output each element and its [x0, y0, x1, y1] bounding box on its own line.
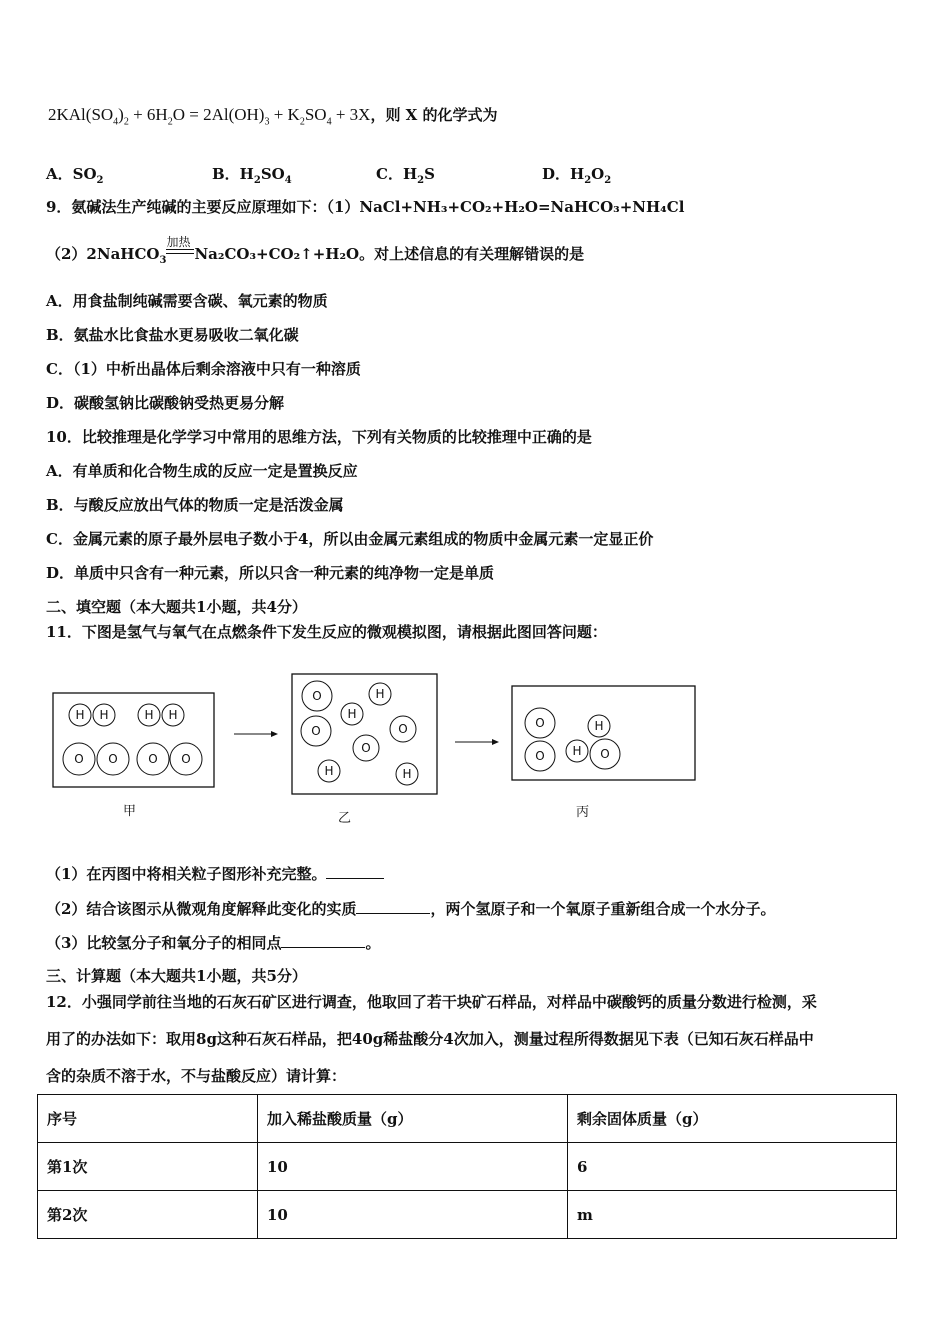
q8-suffix: ，则 X 的化学式为 — [370, 106, 498, 124]
caption-jia: 甲 — [123, 804, 137, 819]
table-cell: 6 — [568, 1143, 897, 1191]
q8-equation: $2KAl(SO_4)_2 + 6H_2O = 2Al(OH)_3 + K_2SO_4 + 3X$ — [48, 105, 371, 128]
q10-option-b: B．与酸反应放出气体的物质一定是活泼金属 — [46, 496, 344, 514]
caption-yi: 乙 — [338, 811, 352, 826]
table-cell: 第2次 — [38, 1191, 258, 1239]
o-atom-label: O — [361, 741, 371, 755]
q11-sub3: （3）比较氢分子和氧分子的相同点 。 — [46, 934, 381, 952]
q11-stem: 11．下图是氢气与氧气在点燃条件下发生反应的微观模拟图，请根据此图回答问题： — [46, 623, 607, 641]
o-atom-label: O — [181, 752, 191, 766]
answer-blank[interactable] — [356, 899, 430, 914]
q12-line-1: 12．小强同学前往当地的石灰石矿区进行调查，他取回了若干块矿石样品，对样品中碳酸钙的质量分数进行检测，采 — [46, 993, 817, 1011]
caption-bing: 丙 — [576, 805, 590, 820]
q9-option-b: B．氨盐水比食盐水更易吸收二氧化碳 — [46, 326, 299, 344]
h-atom-label: H — [168, 708, 178, 722]
q12-line-3: 含的杂质不溶于水，不与盐酸反应）请计算： — [46, 1067, 347, 1085]
q10-option-a: A．有单质和化合物生成的反应一定是置换反应 — [46, 462, 358, 480]
answer-blank[interactable] — [281, 933, 365, 948]
table-header-row — [38, 1095, 897, 1143]
table-row — [38, 1191, 897, 1239]
q10-stem: 10．比较推理是化学学习中常用的思维方法，下列有关物质的比较推理中正确的是 — [46, 428, 592, 446]
data-table — [37, 1094, 897, 1239]
q10-option-c: C．金属元素的原子最外层电子数小于4，所以由金属元素组成的物质中金属元素一定显正价 — [46, 530, 654, 548]
h-atom-label: H — [594, 719, 604, 733]
q8-line — [48, 104, 498, 127]
o-atom-label: O — [148, 752, 158, 766]
table-row — [38, 1143, 897, 1191]
h-atom-label: H — [324, 764, 334, 778]
answer-blank[interactable] — [326, 864, 384, 879]
q9-option-a: A．用食盐制纯碱需要含碳、氧元素的物质 — [46, 292, 328, 310]
h-atom-label: H — [144, 708, 154, 722]
heat-label: 加热 — [166, 235, 191, 249]
q10-option-d: D．单质中只含有一种元素，所以只含一种元素的纯净物一定是单质 — [46, 564, 495, 582]
heat-arrow — [166, 235, 194, 259]
q9-option-d: D．碳酸氢钠比碳酸钠受热更易分解 — [46, 394, 285, 412]
h-atom-label: H — [375, 687, 385, 701]
o-atom-label: O — [311, 724, 321, 738]
q8-option-a: A．$SO_2$ — [46, 165, 104, 186]
h-atom-label: H — [347, 707, 357, 721]
section-3-title: 三、计算题（本大题共1小题，共5分） — [46, 967, 307, 985]
o-atom-label: O — [108, 752, 118, 766]
q11-sub1: （1）在丙图中将相关粒子图形补充完整。 — [46, 863, 384, 884]
o-atom-label: O — [312, 689, 322, 703]
table-header: 剩余固体质量（g） — [568, 1095, 897, 1143]
o-atom-label: O — [535, 749, 545, 763]
table-header: 序号 — [38, 1095, 258, 1143]
section-2-title: 二、填空题（本大题共1小题，共4分） — [46, 598, 307, 616]
arrow-head — [271, 731, 278, 737]
o-atom-label: O — [398, 722, 408, 736]
arrow-head — [492, 739, 499, 745]
h-atom-label: H — [572, 744, 582, 758]
box-bing — [512, 686, 695, 780]
q12-line-2: 用了的办法如下：取用8g这种石灰石样品，把40g稀盐酸分4次加入，测量过程所得数据见下表（已知石灰石样品中 — [46, 1030, 814, 1048]
table-cell: 第1次 — [38, 1143, 258, 1191]
h-atom-label: H — [402, 767, 412, 781]
q9-reaction-2: （2）2NaHCO$_3$ 加热 Na₂CO₃+CO₂↑+H₂O。对上述信息的有关理解错误的是 — [46, 235, 585, 266]
q9-option-c: C．（1）中析出晶体后剩余溶液中只有一种溶质 — [46, 360, 361, 378]
o-atom-label: O — [600, 747, 610, 761]
q8-option-d: D．$H_2O_2$ — [542, 165, 612, 186]
table-header: 加入稀盐酸质量（g） — [258, 1095, 568, 1143]
q8-option-c: C．$H_2S$ — [376, 165, 435, 186]
q8-option-b: B．$H_2SO_4$ — [212, 165, 292, 186]
q9-stem: 9．氨碱法生产纯碱的主要反应原理如下：（1）NaCl+NH₃+CO₂+H₂O=NaHCO₃+NH₄Cl — [46, 198, 685, 216]
h-atom-label: H — [99, 708, 109, 722]
o-atom-label: O — [74, 752, 84, 766]
table-cell: m — [568, 1191, 897, 1239]
reaction-diagram — [0, 664, 950, 844]
q11-sub2: （2）结合该图示从微观角度解释此变化的实质 ，两个氢原子和一个氧原子重新组合成一个水分子。 — [46, 900, 776, 918]
h-atom-label: H — [75, 708, 85, 722]
table-cell: 10 — [258, 1143, 568, 1191]
table-cell: 10 — [258, 1191, 568, 1239]
o-atom-label: O — [535, 716, 545, 730]
